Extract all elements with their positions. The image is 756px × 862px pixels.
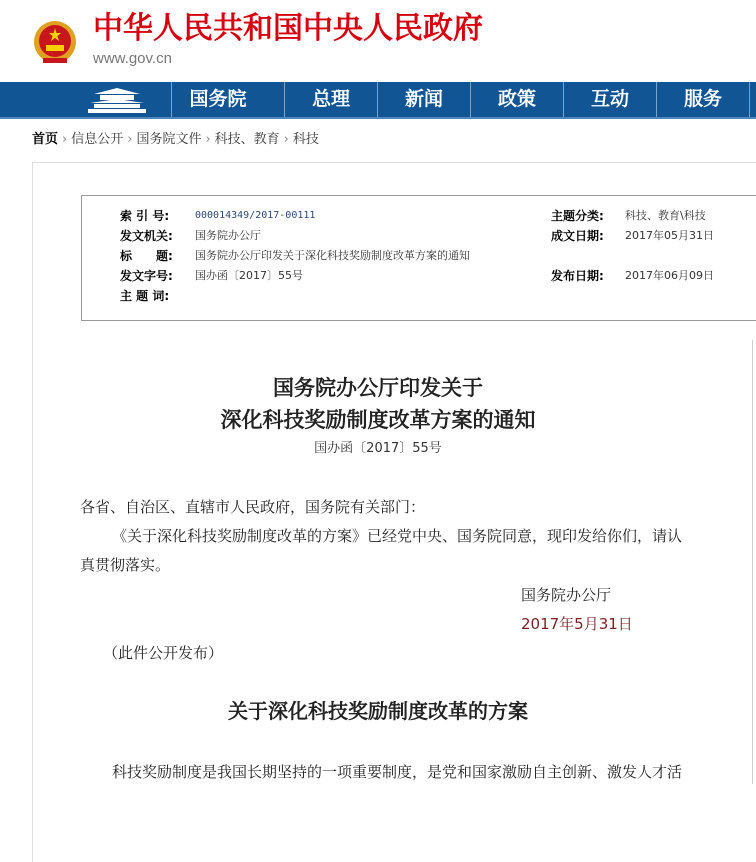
public-note: （此件公开发布）	[103, 644, 224, 662]
article-doc-number: 国办函〔2017〕55号	[314, 441, 442, 456]
chevron-right-icon: ›	[127, 132, 133, 147]
docno-label: 发文字号:	[120, 269, 173, 283]
title-label: 标 题:	[120, 249, 173, 263]
breadcrumb-sci-edu[interactable]: 科技、教育	[214, 132, 280, 147]
paragraph-line: 真贯彻落实。	[80, 556, 171, 574]
breadcrumb-state-council-docs[interactable]: 国务院文件	[136, 132, 202, 147]
site-title[interactable]: 中华人民共和国中央人民政府	[93, 11, 483, 46]
chevron-right-icon: ›	[205, 132, 211, 147]
main-nav	[0, 82, 756, 119]
index-value: 000014349/2017-00111	[195, 210, 316, 221]
issuer-label: 发文机关:	[120, 229, 173, 243]
site-url[interactable]: www.gov.cn	[93, 50, 172, 67]
category-value: 科技、教育\科技	[625, 209, 706, 222]
signature: 国务院办公厅	[521, 586, 612, 604]
body-paragraph: 科技奖励制度是我国长期坚持的一项重要制度，是党和国家激励自主创新、激发人才活	[112, 763, 683, 781]
breadcrumb	[32, 131, 319, 148]
published-date-label: 发布日期:	[551, 269, 604, 283]
article-title-line1: 国务院办公厅印发关于	[273, 375, 483, 400]
docno-value: 国办函〔2017〕55号	[195, 269, 303, 282]
signature-date: 2017年5月31日	[521, 615, 633, 633]
written-date-label: 成文日期:	[551, 229, 604, 243]
nav-item-policy[interactable]: 政策	[470, 82, 563, 117]
keywords-label: 主 题 词:	[120, 289, 170, 303]
document-info-box	[81, 195, 756, 321]
nav-item-interaction[interactable]: 互动	[563, 82, 656, 117]
issuer-value: 国务院办公厅	[195, 229, 261, 242]
chevron-right-icon: ›	[62, 132, 68, 147]
tiananmen-home-icon[interactable]	[86, 86, 148, 114]
national-emblem-icon[interactable]	[33, 20, 77, 66]
article-title-line2: 深化科技奖励制度改革方案的通知	[220, 407, 536, 432]
salutation: 各省、自治区、直辖市人民政府，国务院有关部门：	[80, 498, 426, 516]
nav-item-news[interactable]: 新闻	[377, 82, 470, 117]
chevron-right-icon: ›	[283, 132, 289, 147]
nav-item-state-council[interactable]: 国务院	[171, 82, 264, 117]
site-header	[0, 0, 756, 82]
written-date-value: 2017年05月31日	[625, 229, 714, 242]
section-title: 关于深化科技奖励制度改革的方案	[228, 699, 528, 723]
category-label: 主题分类:	[551, 209, 604, 223]
published-date-value: 2017年06月09日	[625, 269, 714, 282]
nav-divider	[749, 82, 756, 117]
nav-item-services[interactable]: 服务	[656, 82, 749, 117]
breadcrumb-sci[interactable]: 科技	[292, 132, 319, 147]
nav-item-premier[interactable]: 总理	[284, 82, 377, 117]
breadcrumb-info-disclosure[interactable]: 信息公开	[71, 132, 124, 147]
index-label: 索 引 号:	[120, 209, 170, 223]
title-value: 国务院办公厅印发关于深化科技奖励制度改革方案的通知	[195, 249, 470, 262]
paragraph-line: 《关于深化科技奖励制度改革的方案》已经党中央、国务院同意，现印发给你们，请认	[112, 527, 683, 545]
breadcrumb-home[interactable]: 首页	[32, 132, 59, 147]
